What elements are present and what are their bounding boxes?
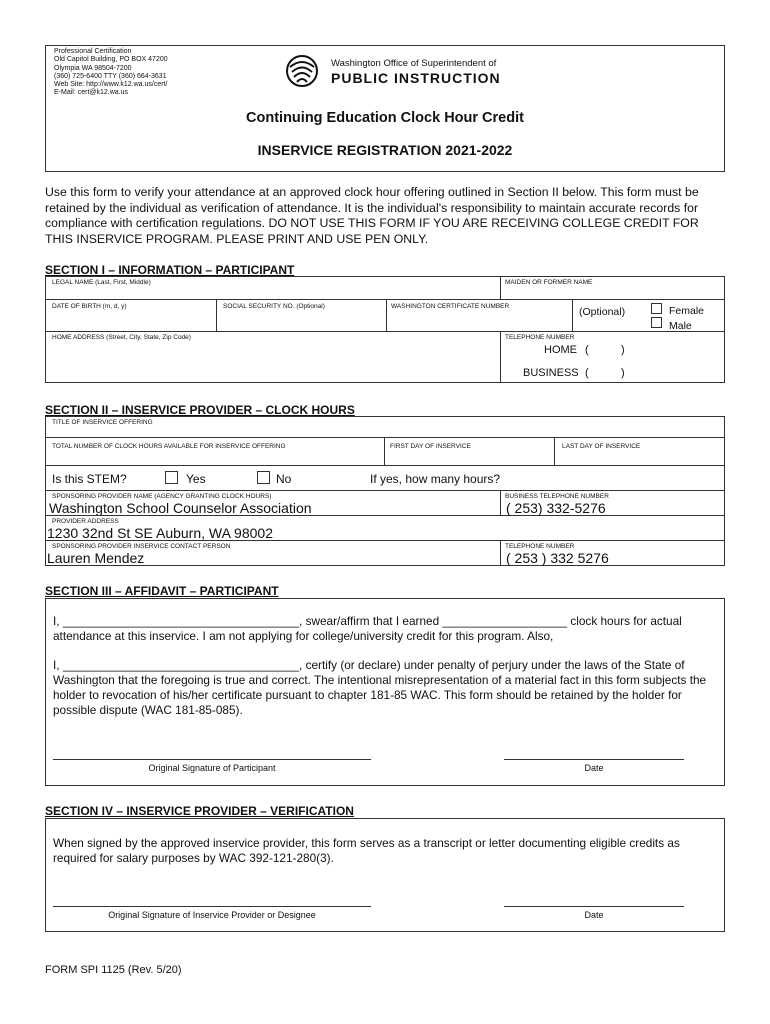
- provider-address-label: PROVIDER ADDRESS: [52, 518, 119, 525]
- paren-close: ): [621, 367, 625, 379]
- stem-question: Is this STEM?: [52, 472, 127, 486]
- participant-date-line[interactable]: [504, 759, 684, 760]
- form-title: Continuing Education Clock Hour Credit: [246, 110, 524, 126]
- biz-phone-field[interactable]: [500, 490, 725, 516]
- provider-signature-label: Original Signature of Inservice Provider or Designee: [108, 910, 316, 920]
- contact-phone-label: TELEPHONE NUMBER: [505, 543, 575, 550]
- section3-heading: SECTION III – AFFIDAVIT – PARTICIPANT: [45, 584, 279, 598]
- title-offering-label: TITLE OF INSERVICE OFFERING: [52, 419, 153, 426]
- legal-name-field[interactable]: [45, 276, 501, 300]
- contact-phone-value: ( 253 ) 332 5276: [506, 550, 609, 566]
- provider-address-value: 1230 32nd St SE Auburn, WA 98002: [47, 525, 273, 541]
- home-address-label: HOME ADDRESS (Street, City, State, Zip Code): [52, 334, 191, 341]
- ospi-logo-icon: [282, 53, 324, 87]
- sponsor-label: SPONSORING PROVIDER NAME (AGENCY GRANTING CLOCK HOURS): [52, 493, 272, 500]
- stem-yes-label: Yes: [186, 472, 206, 486]
- form-subtitle: INSERVICE REGISTRATION 2021-2022: [257, 142, 513, 158]
- stem-no-label: No: [276, 472, 292, 486]
- telephone-label: TELEPHONE NUMBER: [505, 334, 575, 341]
- section2-heading: SECTION II – INSERVICE PROVIDER – CLOCK HOURS: [45, 403, 355, 417]
- verification-box: [45, 818, 725, 932]
- last-day-field[interactable]: [554, 437, 725, 466]
- maiden-name-label: MAIDEN OR FORMER NAME: [505, 279, 593, 286]
- contact-person-value: Lauren Mendez: [47, 550, 145, 566]
- male-label: Male: [669, 320, 692, 332]
- contact-phone-field[interactable]: [500, 540, 725, 566]
- provider-signature-line[interactable]: [53, 906, 371, 907]
- stem-row: [45, 465, 725, 491]
- provider-address-field[interactable]: [45, 515, 725, 541]
- stem-hours-question: If yes, how many hours?: [370, 472, 501, 486]
- biz-phone-label: BUSINESS TELEPHONE NUMBER: [505, 493, 609, 500]
- contact-info: [54, 48, 168, 98]
- provider-date-line[interactable]: [504, 906, 684, 907]
- participant-date-label: Date: [584, 763, 604, 773]
- divider: [572, 300, 573, 331]
- contact-line: (360) 725-6400 TTY (360) 664-3631: [54, 72, 167, 80]
- legal-name-label: LEGAL NAME (Last, First, Middle): [52, 279, 151, 286]
- dob-label: DATE OF BIRTH (m, d, y): [52, 303, 127, 310]
- contact-line: Olympia WA 98504-7200: [54, 64, 132, 72]
- contact-person-field[interactable]: [45, 540, 501, 566]
- affidavit-para1: I, ____________________________________, swear/affirm that I earned ___________________ clock hours for actual attendance at this inservice. I am not applying for college/university credit for this program. Also,: [53, 614, 682, 643]
- sponsor-value: Washington School Counselor Association: [49, 500, 312, 516]
- first-day-label: FIRST DAY OF INSERVICE: [390, 443, 471, 450]
- form-number: FORM SPI 1125 (Rev. 5/20): [45, 964, 182, 976]
- contact-person-label: SPONSORING PROVIDER INSERVICE CONTACT PERSON: [52, 543, 231, 550]
- maiden-name-field[interactable]: [500, 276, 725, 300]
- home-phone-label: HOME: [544, 344, 577, 356]
- contact-line: Professional Certification: [54, 48, 132, 55]
- ssn-field[interactable]: [216, 299, 387, 332]
- affidavit-box: [45, 598, 725, 786]
- form-header: [45, 45, 725, 172]
- telephone-field[interactable]: [500, 331, 725, 383]
- section2-table: [45, 416, 725, 566]
- total-hours-field[interactable]: [45, 437, 385, 466]
- participant-signature-line[interactable]: [53, 759, 371, 760]
- paren-open: (: [585, 367, 589, 379]
- stem-yes-checkbox[interactable]: [165, 471, 178, 484]
- paren-close: ): [621, 344, 625, 356]
- section1-table: [45, 276, 725, 383]
- female-checkbox[interactable]: [651, 303, 662, 314]
- intro-text: Use this form to verify your attendance at an approved clock hour offering outlined in Section II below. This form must be retained by the individual as verification of attendance. It is the individual's responsibility to maintain accurate records for compliance with certification regulations. DO NOT USE THIS FORM IF YOU ARE RECEIVING COLLEGE CREDIT FOR THIS INSERVICE PROGRAM. PLEASE PRINT AND USE PEN ONLY.: [45, 185, 699, 246]
- contact-line: E-Mail: cert@k12.wa.us: [54, 89, 129, 97]
- wa-cert-field[interactable]: [386, 299, 725, 332]
- section4-heading: SECTION IV – INSERVICE PROVIDER – VERIFICATION: [45, 804, 354, 818]
- last-day-label: LAST DAY OF INSERVICE: [562, 443, 641, 450]
- participant-signature-label: Original Signature of Participant: [148, 763, 276, 773]
- section1-heading: SECTION I – INFORMATION – PARTICIPANT: [45, 263, 295, 277]
- contact-line: Old Capitol Building, PO BOX 47200: [54, 56, 168, 64]
- verification-para: When signed by the approved inservice provider, this form serves as a transcript or letter documenting eligible credits as required for salary purposes by WAC 392-121-280(3).: [53, 836, 680, 865]
- paren-open: (: [585, 344, 589, 356]
- agency-line2: PUBLIC INSTRUCTION: [331, 70, 501, 86]
- biz-phone-value: ( 253) 332-5276: [506, 500, 606, 516]
- home-address-field[interactable]: [45, 331, 501, 383]
- total-hours-label: TOTAL NUMBER OF CLOCK HOURS AVAILABLE FOR INSERVICE OFFERING: [52, 443, 286, 450]
- female-label: Female: [669, 305, 705, 317]
- contact-line: Web Site: http://www.k12.wa.us/cert/: [54, 81, 168, 89]
- agency-line1: Washington Office of Superintendent of: [331, 58, 497, 69]
- male-checkbox[interactable]: [651, 317, 662, 328]
- title-offering-field[interactable]: [45, 416, 725, 438]
- optional-label: (Optional): [579, 306, 626, 318]
- provider-date-label: Date: [584, 910, 604, 920]
- business-phone-label: BUSINESS: [523, 367, 579, 379]
- sponsor-field[interactable]: [45, 490, 501, 516]
- dob-field[interactable]: [45, 299, 217, 332]
- first-day-field[interactable]: [384, 437, 555, 466]
- affidavit-para2: I, ____________________________________, certify (or declare) under penalty of perjury under the laws of the State of Washington that the foregoing is true and correct. The intentional misrepresentation of a material fact in this form subjects the holder to revocation of his/her certificate pursuant to chapter 181-85 WAC. This form should be retained by the holder for possible dispute (WAC 181-85-085).: [53, 658, 707, 717]
- wa-cert-label: WASHINGTON CERTIFICATE NUMBER: [391, 303, 510, 310]
- stem-no-checkbox[interactable]: [257, 471, 270, 484]
- ssn-label: SOCIAL SECURITY NO. (Optional): [223, 303, 325, 310]
